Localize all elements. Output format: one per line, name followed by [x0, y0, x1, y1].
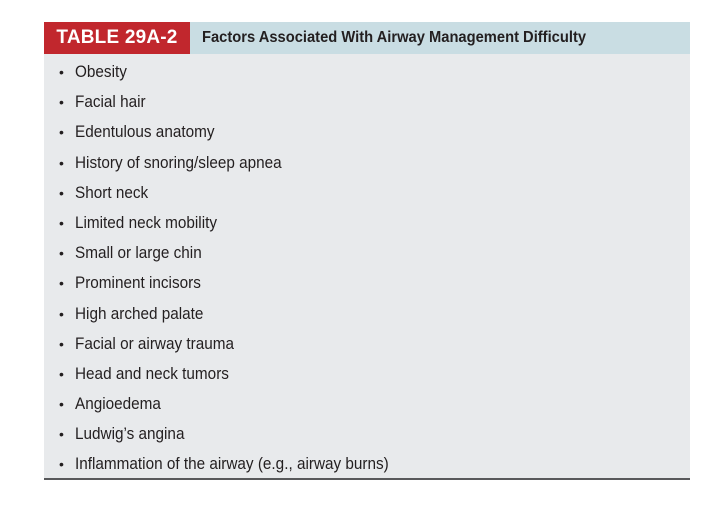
list-item-text: Inflammation of the airway (e.g., airway burns) — [75, 454, 389, 474]
list-item-text: Angioedema — [75, 394, 161, 414]
table-header — [44, 22, 690, 54]
list-item-text: Small or large chin — [75, 243, 202, 263]
bullet-icon: • — [59, 335, 64, 352]
bullet-icon: • — [59, 214, 64, 231]
list-item-text: Short neck — [75, 182, 149, 202]
table-container — [44, 22, 690, 480]
table-number-label: TABLE 29A-2 — [44, 22, 190, 54]
bullet-icon: • — [59, 154, 64, 171]
list-item-text: Prominent incisors — [75, 273, 201, 293]
table-title: Factors Associated With Airway Management Difficulty — [202, 29, 587, 46]
bullet-icon: • — [59, 456, 64, 473]
list-item-text: Limited neck mobility — [75, 212, 218, 232]
bullet-icon: • — [59, 64, 64, 80]
bullet-icon: • — [59, 426, 64, 443]
list-item-text: Head and neck tumors — [75, 363, 229, 383]
bullet-icon: • — [59, 124, 64, 141]
list-item-text: History of snoring/sleep apnea — [75, 152, 282, 172]
bullet-icon: • — [59, 305, 64, 322]
list-item-text: Ludwig’s angina — [75, 424, 185, 444]
bullet-icon: • — [59, 184, 64, 201]
list-item-text: Facial or airway trauma — [75, 333, 235, 353]
bullet-icon: • — [59, 94, 64, 111]
list-item-text: Facial hair — [75, 92, 146, 112]
list-item-text: High arched palate — [75, 303, 204, 323]
bullet-icon: • — [59, 245, 64, 262]
bullet-icon: • — [59, 275, 64, 292]
bullet-icon: • — [59, 396, 64, 413]
list-item-text: Edentulous anatomy — [75, 122, 215, 142]
list-item-text: Obesity — [75, 62, 127, 81]
bullet-icon: • — [59, 365, 64, 382]
